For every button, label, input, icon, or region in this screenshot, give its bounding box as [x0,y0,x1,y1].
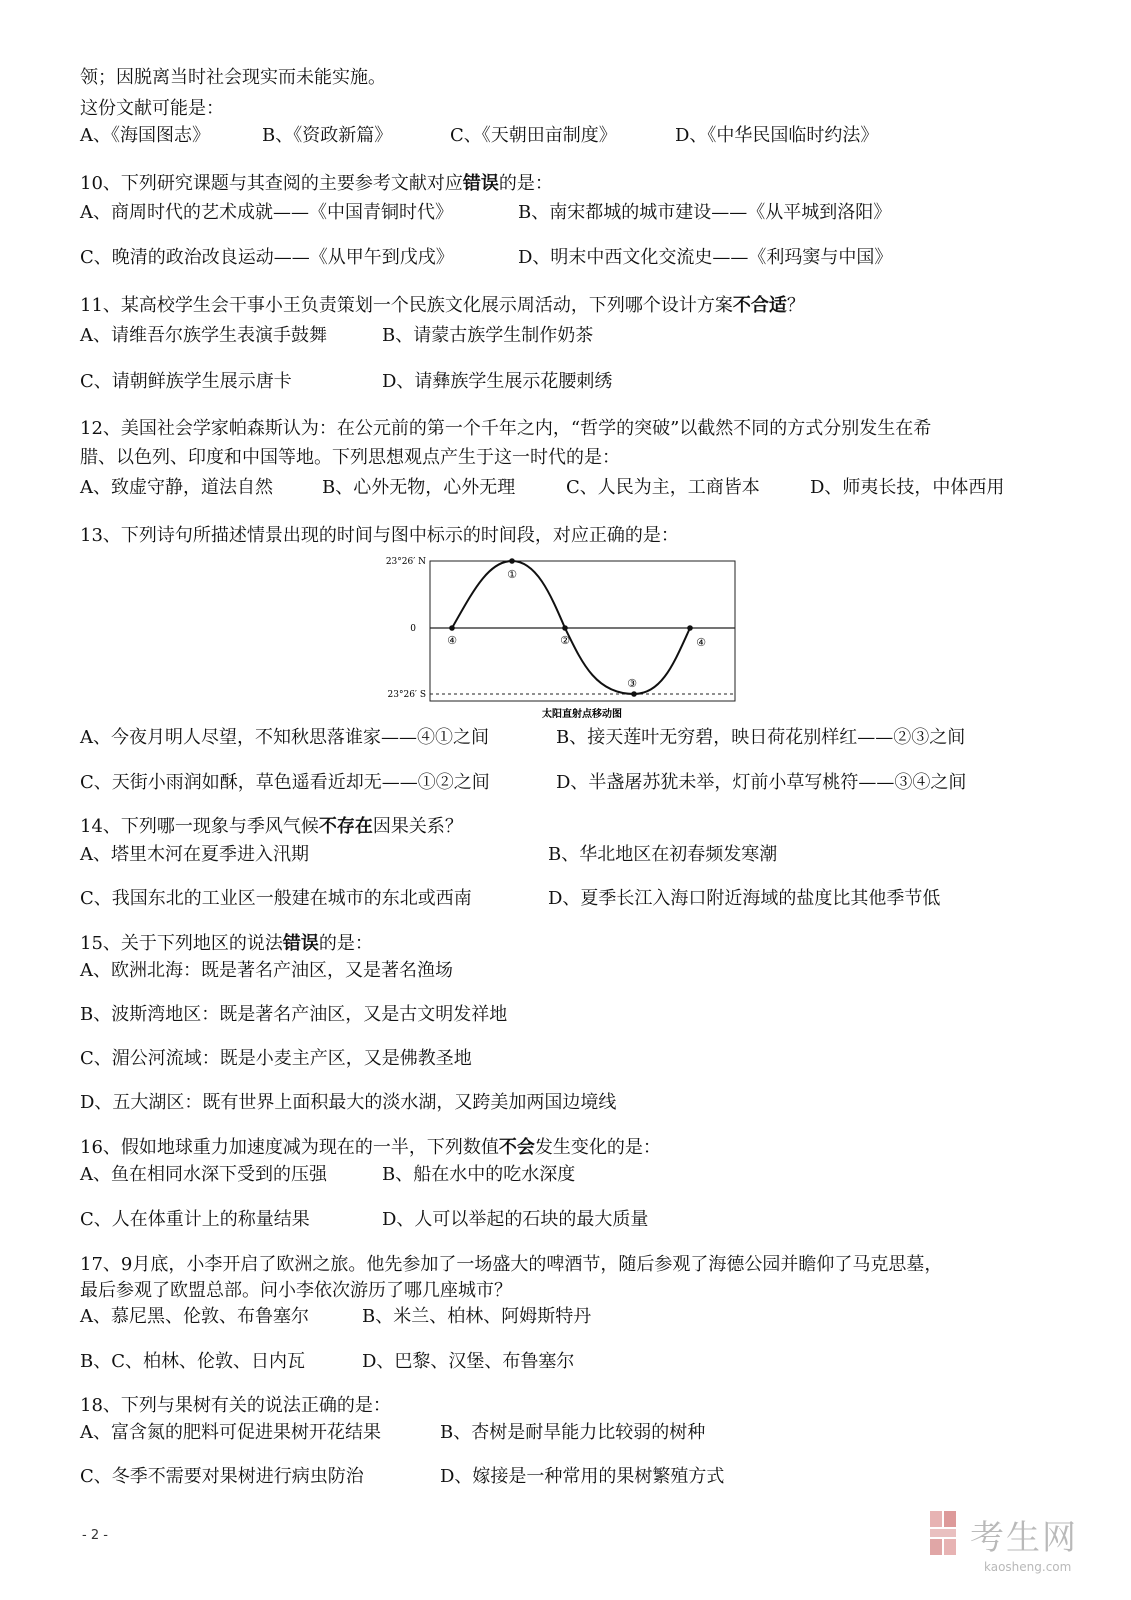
point-3 [631,691,637,697]
q17-option-b: B、米兰、柏林、阿姆斯特丹 [362,1306,592,1327]
q15-option-c: C、湄公河流域：既是小麦主产区，又是佛教圣地 [80,1048,472,1069]
q12-stem-line2: 腊、以色列、印度和中国等地。下列思想观点产生于这一时代的是： [80,447,620,468]
q18-option-d: D、嫁接是一种常用的果树繁殖方式 [440,1466,725,1487]
q11-stem: 11、某高校学生会干事小王负责策划一个民族文化展示周活动，下列哪个设计方案不合适？ [80,295,805,316]
q12-option-b: B、心外无物，心外无理 [322,477,516,498]
q16-option-a: A、鱼在相同水深下受到的压强 [80,1164,327,1185]
q11-option-c: C、请朝鲜族学生展示唐卡 [80,371,292,392]
q9-tail: 领；因脱离当时社会现实而未能实施。 [80,67,386,88]
q12-option-d: D、师夷长技，中体西用 [810,477,1005,498]
q15-stem: 15、关于下列地区的说法错误的是： [80,933,373,954]
q9-option-c: C、《天朝田亩制度》 [450,125,617,146]
q11-option-a: A、请维吾尔族学生表演手鼓舞 [80,325,327,346]
q13-option-d: D、半盏屠苏犹未举，灯前小草写桃符——③④之间 [556,772,967,793]
q17-option-d: D、巴黎、汉堡、布鲁塞尔 [362,1351,575,1372]
label-23n: 23°26′ N [385,557,426,567]
q11-option-b: B、请蒙古族学生制作奶茶 [382,325,594,346]
q15-option-b: B、波斯湾地区：既是著名产油区，又是古文明发祥地 [80,1004,508,1025]
marker-3: ③ [627,677,637,690]
q14-stem: 14、下列哪一现象与季风气候不存在因果关系？ [80,816,463,837]
q13-option-a: A、今夜月明人尽望，不知秋思落谁家——④①之间 [80,727,489,748]
q18-stem: 18、下列与果树有关的说法正确的是： [80,1395,391,1416]
q10-option-b: B、南宋都城的城市建设——《从平城到洛阳》 [518,202,892,223]
q9-option-b: B、《资政新篇》 [262,125,393,146]
marker-2: ② [560,634,570,647]
marker-1: ① [507,568,517,581]
q16-option-c: C、人在体重计上的称量结果 [80,1209,310,1230]
q14-option-a: A、塔里木河在夏季进入汛期 [80,844,309,865]
q17-stem-line2: 最后参观了欧盟总部。问小李依次游历了哪几座城市？ [80,1280,512,1301]
diagram-caption: 太阳直射点移动图 [542,709,622,720]
q18-option-a: A、富含氮的肥料可促进果树开花结果 [80,1422,381,1443]
q14-option-d: D、夏季长江入海口附近海域的盐度比其他季节低 [548,888,941,909]
q10-option-c: C、晚清的政治改良运动——《从甲午到戊戌》 [80,247,454,268]
q10-option-a: A、商周时代的艺术成就——《中国青铜时代》 [80,202,453,223]
point-1 [509,558,515,564]
q12-option-c: C、人民为主，工商皆本 [566,477,760,498]
q16-option-d: D、人可以举起的石块的最大质量 [382,1209,649,1230]
label-zero: 0 [410,624,416,634]
q11-option-d: D、请彝族学生展示花腰刺绣 [382,371,613,392]
q16-stem: 16、假如地球重力加速度减为现在的一半，下列数值不会发生变化的是： [80,1137,661,1158]
point-4-end [687,625,693,631]
q9-option-a: A、《海国图志》 [80,125,210,146]
label-23s: 23°26′ S [387,690,426,700]
q9-option-d: D、《中华民国临时约法》 [675,125,879,146]
page-number: - 2 - [82,1528,108,1543]
q18-option-c: C、冬季不需要对果树进行病虫防治 [80,1466,364,1487]
point-4-start [449,625,455,631]
q14-option-c: C、我国东北的工业区一般建在城市的东北或西南 [80,888,472,909]
q10-option-d: D、明末中西文化交流史——《利玛窦与中国》 [518,247,893,268]
q14-option-b: B、华北地区在初春频发寒潮 [548,844,778,865]
q17-option-c: B、C、柏林、伦敦、日内瓦 [80,1351,305,1372]
marker-4a: ④ [447,634,457,647]
sun-direct-point-diagram [350,553,770,725]
q17-stem-line1: 17、9月底，小李开启了欧洲之旅。他先参加了一场盛大的啤酒节，随后参观了海德公园并瞻仰了马克思墓， [80,1254,943,1275]
marker-4b: ④ [696,636,706,649]
q9-prompt: 这份文献可能是： [80,98,224,119]
logo-mark-icon [930,1511,956,1555]
q13-option-b: B、接天莲叶无穷碧，映日荷花别样红——②③之间 [556,727,966,748]
q18-option-b: B、杏树是耐旱能力比较弱的树种 [440,1422,706,1443]
brand-name: 考生网 [970,1518,1078,1558]
q17-option-a: A、慕尼黑、伦敦、布鲁塞尔 [80,1306,309,1327]
q13-stem: 13、下列诗句所描述情景出现的时间与图中标示的时间段，对应正确的是： [80,525,679,546]
q10-stem: 10、下列研究课题与其查阅的主要参考文献对应错误的是： [80,173,553,194]
point-2 [562,625,568,631]
q15-option-d: D、五大湖区：既有世界上面积最大的淡水湖，又跨美加两国边境线 [80,1092,617,1113]
q12-stem-line1: 12、美国社会学家帕森斯认为：在公元前的第一个千年之内，“哲学的突破”以截然不同的方式分别发生在希 [80,418,932,439]
q15-option-a: A、欧洲北海：既是著名产油区，又是著名渔场 [80,960,453,981]
q12-option-a: A、致虚守静，道法自然 [80,477,273,498]
q16-option-b: B、船在水中的吃水深度 [382,1164,576,1185]
brand-url: kaosheng.com [984,1560,1072,1574]
q13-option-c: C、天街小雨润如酥，草色遥看近却无——①②之间 [80,772,490,793]
